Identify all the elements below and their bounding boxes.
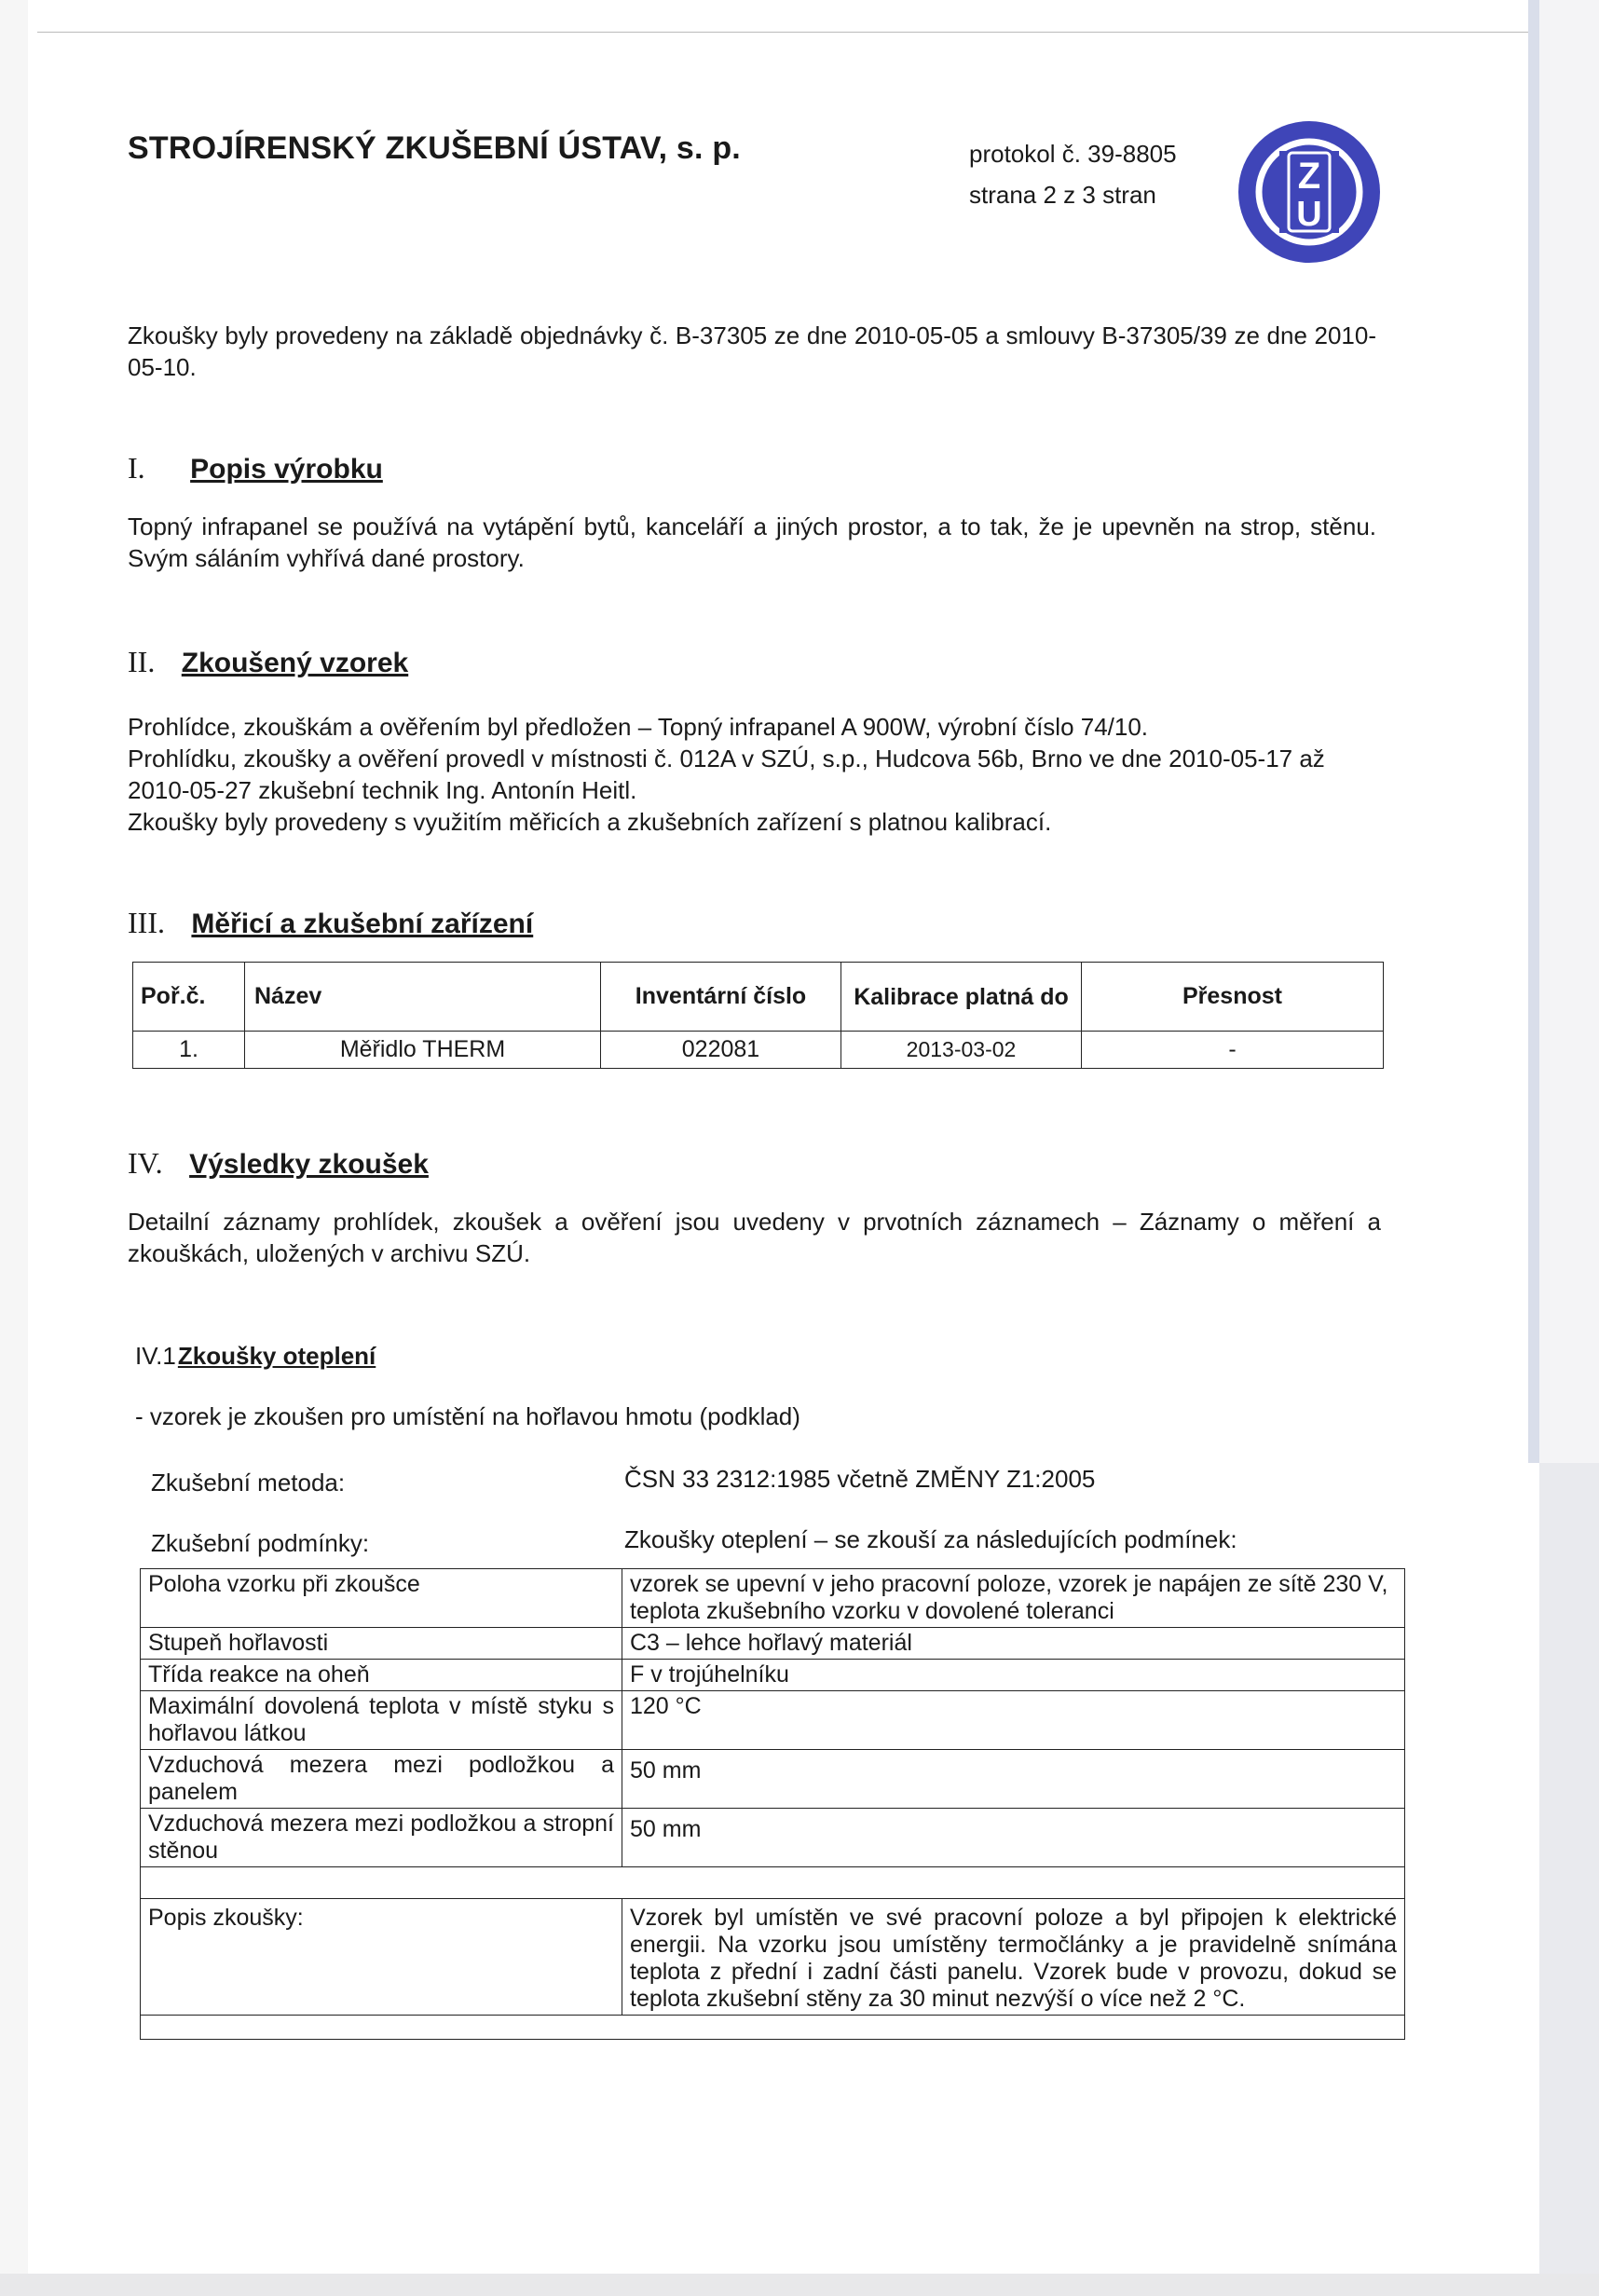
- equipment-table: [132, 962, 1384, 1069]
- cell-inventory: 022081: [601, 1032, 841, 1069]
- section-4-1-heading: [135, 1342, 376, 1371]
- col-header-name: Název: [245, 963, 601, 1032]
- section-2-heading: [128, 645, 408, 679]
- protocol-number: protokol č. 39-8805: [969, 140, 1177, 168]
- condition-value: F v trojúhelníku: [622, 1660, 1405, 1691]
- description-label: Popis zkoušky:: [141, 1899, 622, 2016]
- table-row: [133, 1032, 1384, 1069]
- col-header-calibration: Kalibrace platná do: [841, 963, 1082, 1032]
- table-row: [141, 1660, 1405, 1691]
- method-label: Zkušební metoda:: [151, 1469, 346, 1496]
- spacer-cell: [141, 1867, 1405, 1899]
- section-1-heading: [128, 451, 383, 485]
- svg-text:Z: Z: [1297, 156, 1321, 197]
- section-1-number: I.: [128, 451, 145, 485]
- section-2-line: Prohlídce, zkouškám a ověřením byl předložen – Topný infrapanel A 900W, výrobní číslo 74/10.: [128, 713, 1149, 741]
- col-header-order: Poř.č.: [133, 963, 245, 1032]
- section-4-1-number: IV.1: [135, 1342, 176, 1370]
- svg-text:U: U: [1296, 195, 1322, 234]
- cell-calibration: 2013-03-02: [841, 1032, 1082, 1069]
- section-1-title: Popis výrobku: [190, 454, 383, 485]
- conditions-label: Zkušební podmínky:: [151, 1529, 370, 1557]
- table-spacer-row: [141, 1867, 1405, 1899]
- section-2-line: Zkoušky byly provedeny s využitím měřicích a zkušebních zařízení s platnou kalibrací.: [128, 808, 1052, 836]
- condition-value: 50 mm: [622, 1809, 1405, 1867]
- table-row: [141, 1899, 1405, 2016]
- cell-name: Měřidlo THERM: [245, 1032, 601, 1069]
- scan-right-margin: [1539, 0, 1599, 1463]
- description-value: Vzorek byl umístěn ve své pracovní poloze a byl připojen k elektrické energii. Na vzorku jsou umístěny termočlánky a je pravidelně snímána teplota z přední i zadní části panelu. Vzorek bude v provozu, dokud se teplota zkušební stěny za 30 minut nezvýší o více než 2 °C.: [622, 1899, 1405, 2016]
- condition-value: C3 – lehce hořlavý materiál: [622, 1628, 1405, 1660]
- col-header-accuracy: Přesnost: [1082, 963, 1384, 1032]
- intro-paragraph: Zkoušky byly provedeny na základě objednávky č. B-37305 ze dne 2010-05-05 a smlouvy B-37305/39 ze dne 2010-05-10.: [128, 321, 1376, 381]
- section-4-heading: [128, 1146, 429, 1181]
- table-spacer-row: [141, 2016, 1405, 2040]
- table-row: [141, 1750, 1405, 1809]
- section-4-1-note: - vzorek je zkoušen pro umístění na hořlavou hmotu (podklad): [135, 1402, 800, 1430]
- page-number: strana 2 z 3 stran: [969, 181, 1156, 209]
- equipment-table-header: [133, 963, 1384, 1032]
- scan-right-margin-lower: [1539, 1463, 1599, 2296]
- scan-bottom-edge: [0, 2274, 1599, 2296]
- protocol-info: [969, 133, 1177, 215]
- section-1-text: Topný infrapanel se používá na vytápění bytů, kanceláří a jiných prostor, a to tak, že je upevněn na strop, stěnu. Svým sáláním vyhřívá dané prostory.: [128, 512, 1376, 572]
- scan-left-edge: [0, 0, 28, 2296]
- company-name: STROJÍRENSKÝ ZKUŠEBNÍ ÚSTAV, s. p.: [128, 130, 741, 166]
- conditions-value: Zkoušky oteplení – se zkouší za následujících podmínek:: [624, 1525, 1237, 1553]
- spacer-cell: [141, 2016, 1405, 2040]
- section-3-heading: [128, 906, 533, 940]
- section-4-title: Výsledky zkoušek: [189, 1149, 429, 1180]
- condition-label: Vzduchová mezera mezi podložkou a stropní stěnou: [141, 1809, 622, 1867]
- section-2-line: Prohlídku, zkoušky a ověření provedl v místnosti č. 012A v SZÚ, s.p., Hudcova 56b, Brno ve dne 2010-05-17 až 2010-05-27 zkušební technik Ing. Antonín Heitl.: [128, 745, 1325, 804]
- section-3-title: Měřicí a zkušební zařízení: [191, 909, 534, 939]
- condition-label: Poloha vzorku při zkoušce: [141, 1569, 622, 1628]
- cell-order: 1.: [133, 1032, 245, 1069]
- scan-right-edge: [1528, 0, 1539, 1463]
- condition-value: 120 °C: [622, 1691, 1405, 1750]
- condition-value: vzorek se upevní v jeho pracovní poloze, vzorek je napájen ze sítě 230 V, teplota zkušebního vzorku v dovolené toleranci: [622, 1569, 1405, 1628]
- table-row: [141, 1628, 1405, 1660]
- table-row: [141, 1569, 1405, 1628]
- cell-accuracy: -: [1082, 1032, 1384, 1069]
- condition-value: 50 mm: [622, 1750, 1405, 1809]
- condition-label: Stupeň hořlavosti: [141, 1628, 622, 1660]
- section-3-number: III.: [128, 906, 165, 939]
- col-header-inventory: Inventární číslo: [601, 963, 841, 1032]
- section-2-title: Zkoušený vzorek: [181, 648, 409, 678]
- condition-label: Maximální dovolená teplota v místě styku s hořlavou látkou: [141, 1691, 622, 1750]
- table-row: [141, 1809, 1405, 1867]
- condition-label: Třída reakce na oheň: [141, 1660, 622, 1691]
- conditions-table: [140, 1568, 1405, 2040]
- section-4-1-title: Zkoušky oteplení: [177, 1342, 376, 1370]
- table-row: [141, 1691, 1405, 1750]
- condition-label: Vzduchová mezera mezi podložkou a panelem: [141, 1750, 622, 1809]
- section-2-text: [128, 711, 1376, 838]
- section-2-number: II.: [128, 645, 156, 678]
- scan-top-edge: [37, 32, 1528, 33]
- section-4-number: IV.: [128, 1146, 163, 1180]
- method-value: ČSN 33 2312:1985 včetně ZMĚNY Z1:2005: [624, 1465, 1096, 1493]
- szu-logo: [1235, 117, 1384, 266]
- section-4-text: Detailní záznamy prohlídek, zkoušek a ověření jsou uvedeny v prvotních záznamech – Záznamy o měření a zkouškách, uložených v archivu SZÚ.: [128, 1208, 1381, 1267]
